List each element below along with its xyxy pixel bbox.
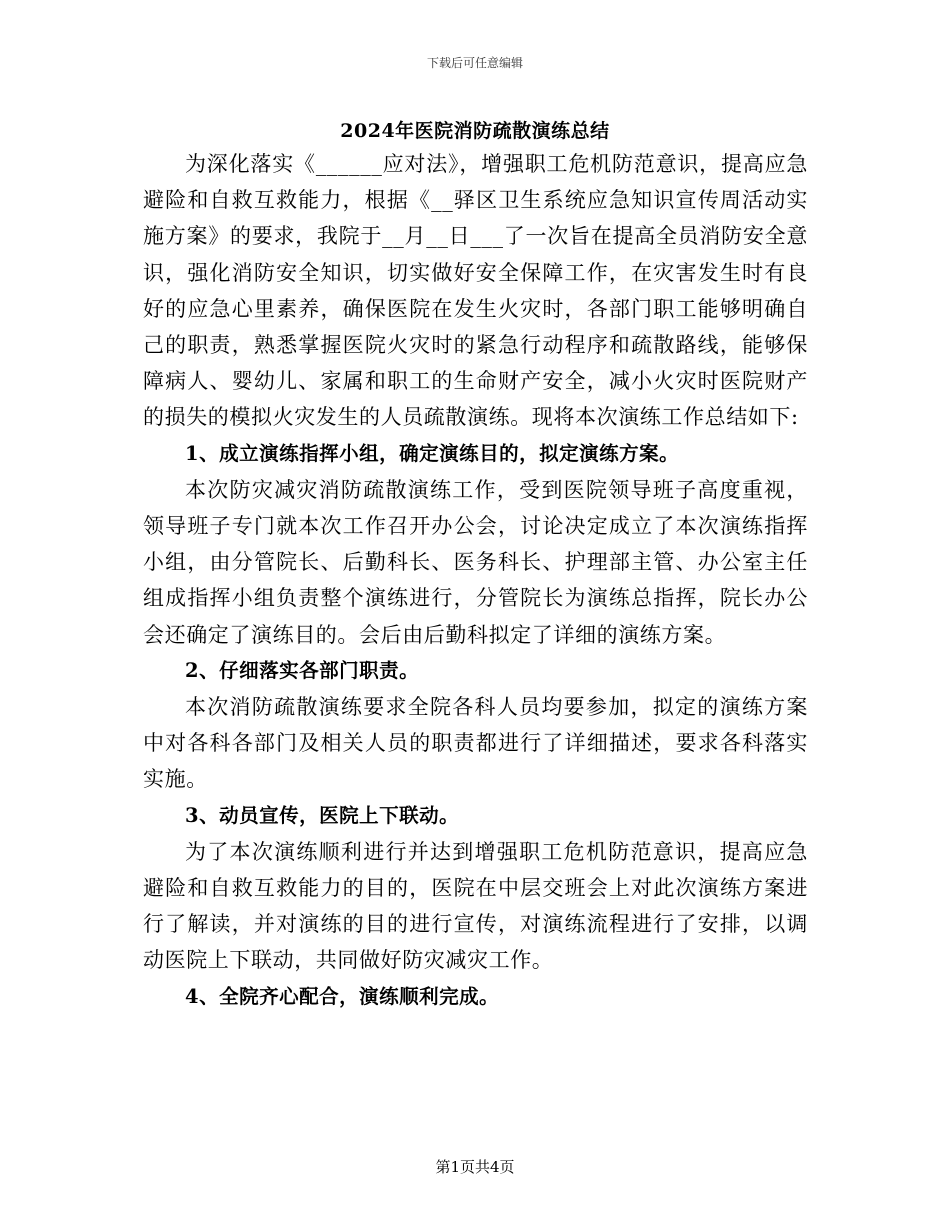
section-4-heading: 4、全院齐心配合，演练顺利完成。	[185, 984, 500, 1008]
section-2-heading: 2、仔细落实各部门职责。	[185, 658, 420, 682]
section-3-heading: 3、动员宣传，医院上下联动。	[185, 803, 460, 827]
intro-paragraph: 为深化落实《______应对法》，增强职工危机防范意识，提高应急避险和自救互救能力，根据《__驿区卫生系统应急知识宣传周活动实施方案》的要求，我院于__月__日___了一次旨在提高全员消防安全意识，强化消防安全知识，切实做好安全保障工作，在灾害发生时有良好的应急心里素养，确保医院在发生火灾时，各部门职工能够明确自己的职责，熟悉掌握医院火灾时的紧急行动程序和疏散路线，能够保障病人、婴幼儿、家属和职工的生命财产安全，减小火灾时医院财产的损失的模拟火灾发生的人员疏散演练。现将本次演练工作总结如下:	[143, 152, 808, 430]
section-2-body: 本次消防疏散演练要求全院各科人员均要参加，拟定的演练方案中对各科各部门及相关人员的职责都进行了详细描述，要求各科落实实施。	[143, 695, 808, 792]
document-title: 2024年医院消防疏散演练总结	[340, 120, 610, 142]
section-1-body: 本次防灾减灾消防疏散演练工作，受到医院领导班子高度重视，领导班子专门就本次工作召开办公会，讨论决定成立了本次演练指挥小组，由分管院长、后勤科长、医务科长、护理部主管、办公室主任组成指挥小组负责整个演练进行，分管院长为演练总指挥，院长办公会还确定了演练目的。会后由后勤科拟定了详细的演练方案。	[143, 477, 808, 647]
document-body	[143, 146, 808, 1015]
section-3-body: 为了本次演练顺利进行并达到增强职工危机防范意识，提高应急避险和自救互救能力的目的，医院在中层交班会上对此次演练方案进行了解读，并对演练的目的进行宣传，对演练流程进行了安排，以调动医院上下联动，共同做好防灾减灾工作。	[143, 839, 808, 973]
download-note: 下载后可任意编辑	[426, 56, 523, 70]
page-number: 第1页共4页	[435, 1158, 515, 1176]
section-1-heading: 1、成立演练指挥小组，确定演练目的，拟定演练方案。	[185, 441, 680, 465]
